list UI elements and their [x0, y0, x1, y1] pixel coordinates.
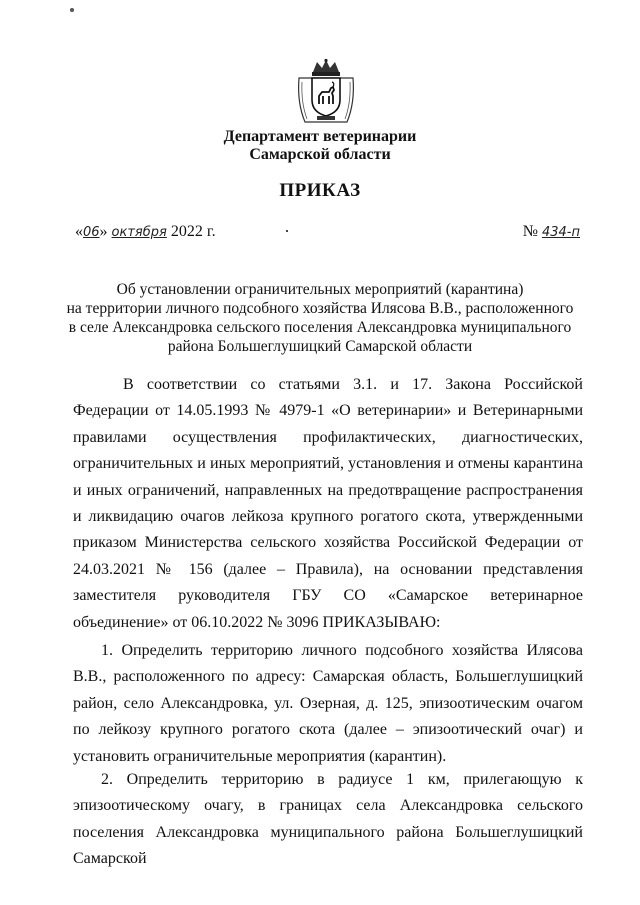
date-close-quote: » — [99, 223, 108, 240]
preamble-text: В соответствии со статьями 3.1. и 17. Закона Российской Федерации от 14.05.1993 № 4979-1 «О ветеринарии» и Ветеринарными правилами осуществления профилактических, диагностических, ограничительных и иных мероприятий, установления и отмены карантина и иных ограничений, направленных на предотвращение распространения и ликвидацию очагов лейкоза крупного рогатого скота, утвержденными приказом Министерства сельского хозяйства Российской Федерации от 24.03.2021 № 156 (далее – Правила), на основании представления заместителя руководителя ГБУ СО «Самарское ветеринарное объединение» от 06.10.2022 № 3096 — [73, 376, 583, 631]
document-type-title: ПРИКАЗ — [279, 180, 361, 201]
department-name-line1: Департамент ветеринарии — [223, 128, 417, 145]
document-date — [75, 223, 216, 241]
stray-dot — [286, 230, 288, 232]
coat-of-arms-emblem — [295, 58, 357, 126]
item-1-paragraph: 1. Определить территорию личного подсобного хозяйства Илясова В.В., расположенного по адресу: Самарская область, Большеглушицкий район, село Александровка, ул. Озерная, д. 125, эпизоотическим очагом по лейкозу крупного рогатого скота (далее – эпизоотический очаг) и установить ограничительные мероприятия (карантин). — [73, 642, 583, 765]
preamble-paragraph — [73, 372, 583, 636]
number-value-handwritten: 434-п — [541, 225, 580, 240]
subject-line: на территории личного подсобного хозяйства Илясова В.В., расположенного — [66, 300, 574, 317]
date-year: 2022 г. — [170, 223, 216, 240]
scan-mark — [70, 8, 74, 12]
date-day-handwritten: 06 — [83, 225, 100, 240]
order-subject — [40, 280, 600, 356]
date-open-quote: « — [75, 223, 83, 240]
number-prefix: № — [522, 223, 538, 240]
subject-line: района Большеглушицкий Самарской области — [167, 338, 473, 355]
document-number — [523, 223, 580, 241]
subject-line: в селе Александровка сельского поселения Александровка муниципального — [68, 319, 572, 336]
date-month-handwritten: октября — [111, 225, 167, 240]
department-name-line2: Самарской области — [249, 146, 391, 163]
order-word: ПРИКАЗЫВАЮ: — [322, 613, 441, 631]
item-2-paragraph: 2. Определить территорию в радиусе 1 км, прилегающую к эпизоотическому очагу, в границах села Александровка сельского поселения Александровка муниципального района Большеглушицкий Самарской — [73, 771, 583, 868]
subject-line: Об установлении ограничительных мероприятий (карантина) — [116, 281, 524, 298]
